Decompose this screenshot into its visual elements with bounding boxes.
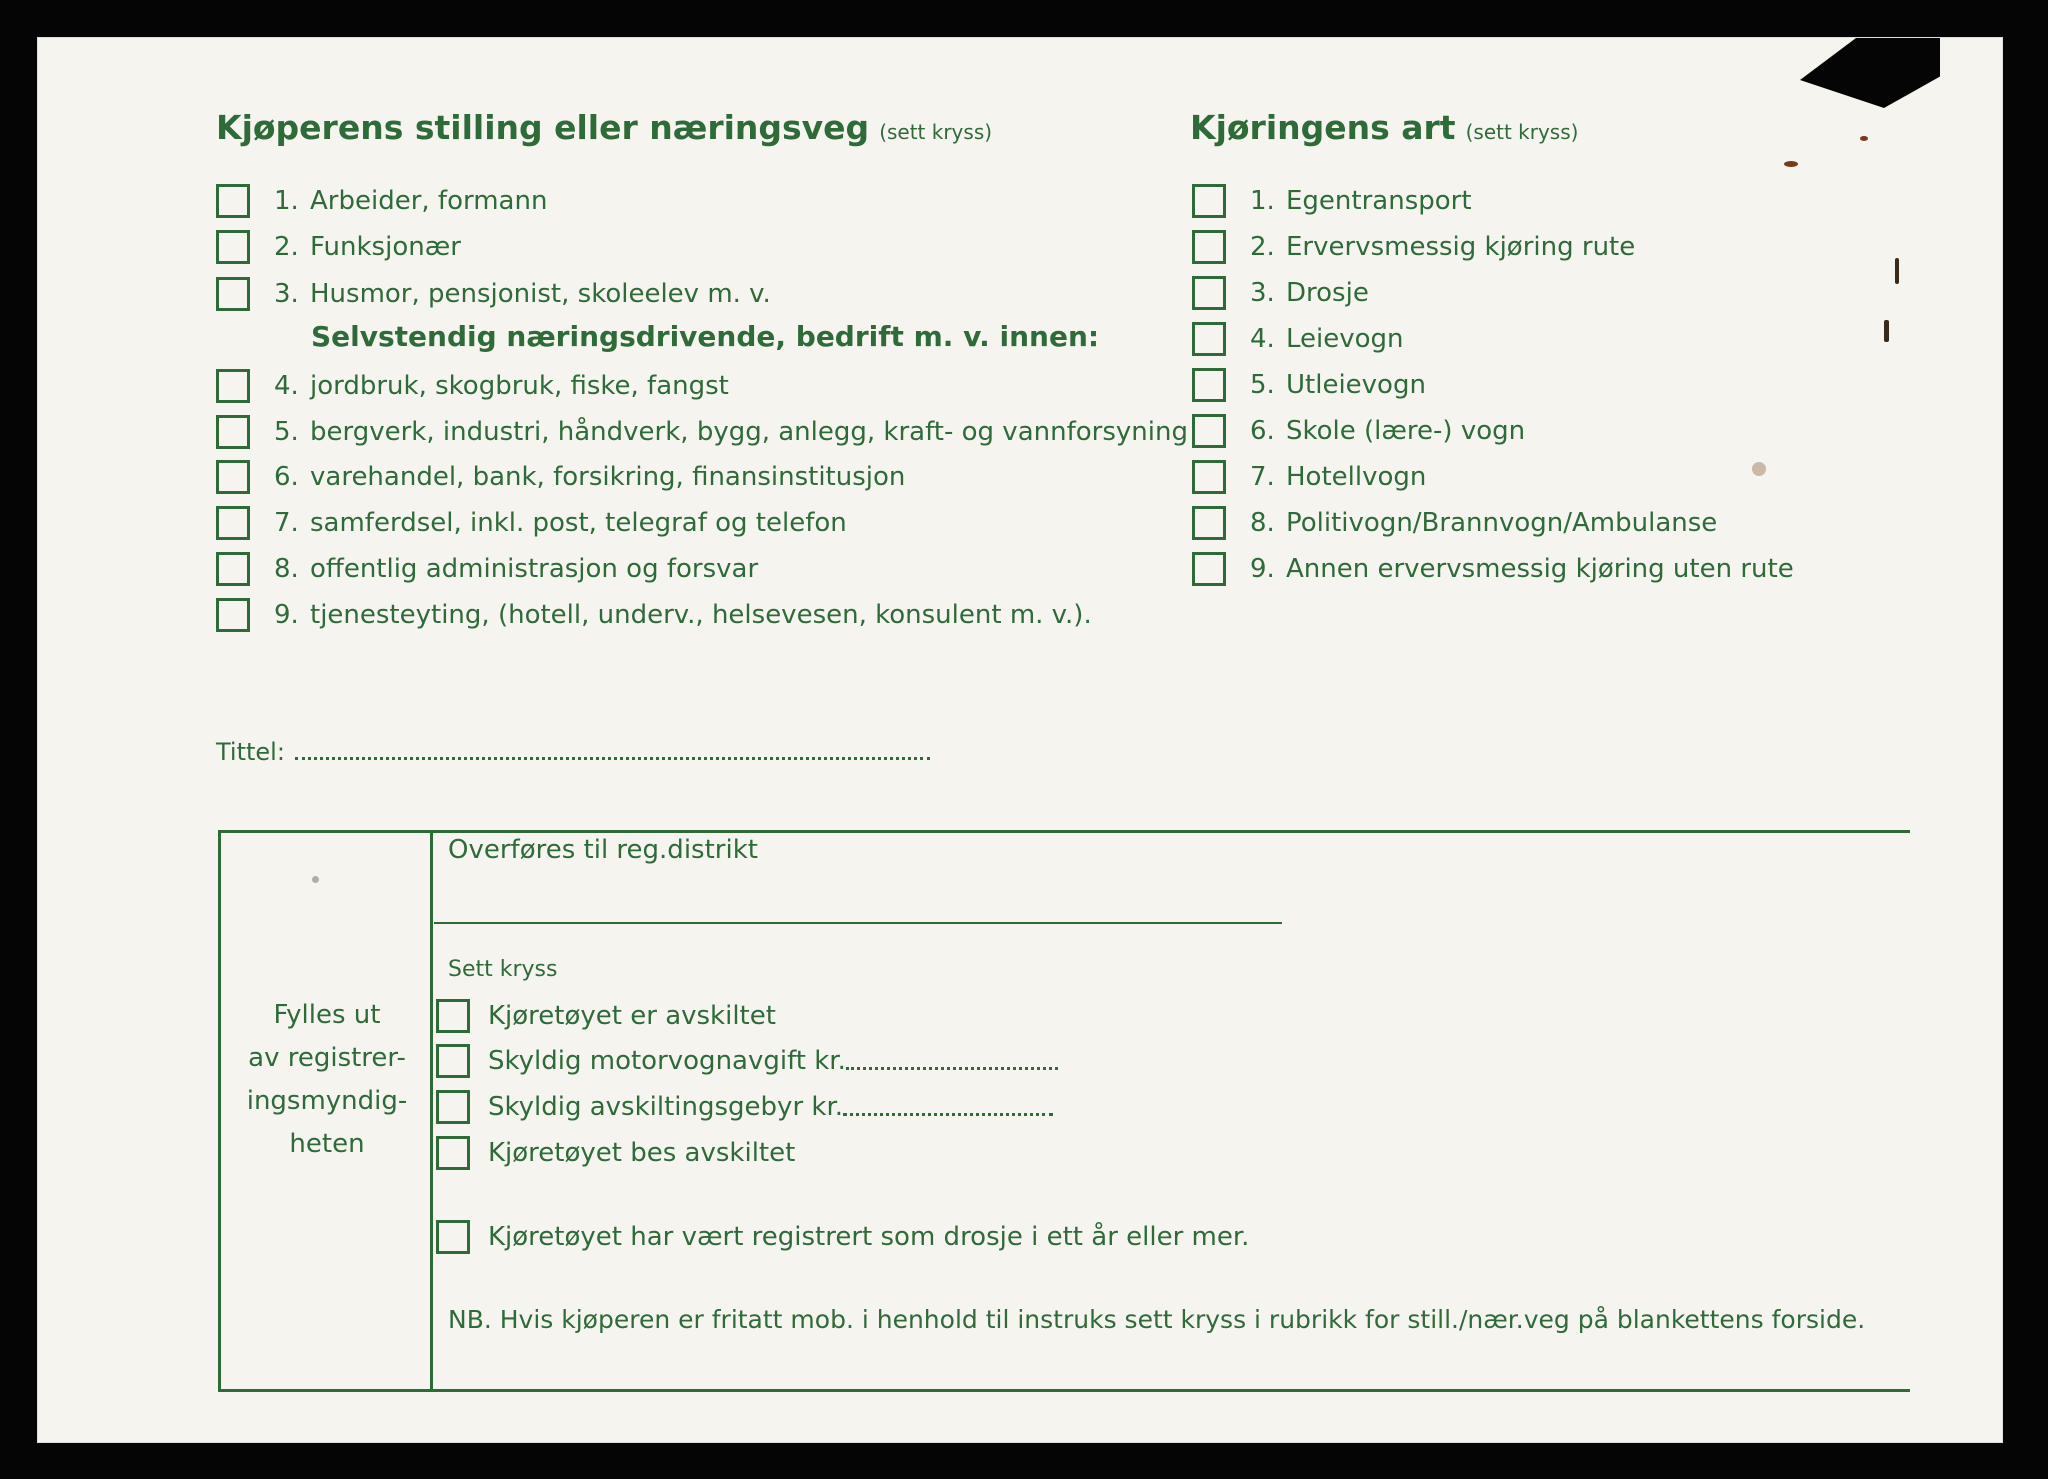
checkbox[interactable] [436, 1044, 470, 1078]
checkbox[interactable] [216, 552, 250, 586]
checkbox[interactable] [216, 415, 250, 449]
stain-mark [1860, 136, 1868, 141]
title-dotted-line [295, 739, 930, 760]
checkbox[interactable] [1192, 230, 1226, 264]
list-item: 8. offentlig administrasjon og forsvar [216, 549, 758, 589]
box-left-line [218, 830, 221, 1392]
stain-mark [1884, 320, 1889, 342]
list-item: 5. Utleievogn [1192, 365, 1426, 405]
transfer-underline [434, 922, 1282, 924]
box-bottom-line [218, 1389, 1910, 1392]
checkbox[interactable] [1192, 276, 1226, 310]
sett-kryss-label: Sett kryss [448, 957, 558, 982]
nb-note: NB. Hvis kjøperen er fritatt mob. i henhold til instruks sett kryss i rubrikk for still./nær.veg på blankettens forside. [448, 1305, 1866, 1334]
list-item: 3. Husmor, pensjonist, skoleelev m. v. [216, 274, 771, 314]
stain-mark [1895, 258, 1899, 284]
transfer-label: Overføres til reg.distrikt [448, 835, 758, 865]
right-heading: Kjøringens art (sett kryss) [1190, 108, 1579, 147]
registry-check-item: Kjøretøyet har vært registrert som drosje i ett år eller mer. [436, 1217, 1249, 1257]
list-item: 8. Politivogn/Brannvogn/Ambulanse [1192, 503, 1717, 543]
list-item: 7. samferdsel, inkl. post, telegraf og telefon [216, 503, 847, 543]
checkbox[interactable] [1192, 322, 1226, 356]
registry-side-label: Fylles ut av registrer- ingsmyndig- heten [246, 1000, 408, 1159]
checkbox[interactable] [216, 460, 250, 494]
list-item: 9. tjenesteyting, (hotell, underv., helsevesen, konsulent m. v.). [216, 595, 1092, 635]
checkbox[interactable] [1192, 460, 1226, 494]
checkbox[interactable] [1192, 414, 1226, 448]
list-item: 6. varehandel, bank, forsikring, finansinstitusjon [216, 457, 905, 497]
list-item: 4. jordbruk, skogbruk, fiske, fangst [216, 366, 729, 406]
left-heading: Kjøperens stilling eller næringsveg (sett kryss) [216, 108, 993, 147]
registry-check-item: Kjøretøyet er avskiltet [436, 996, 776, 1036]
list-item: 1. Egentransport [1192, 181, 1472, 221]
list-item: 7. Hotellvogn [1192, 457, 1426, 497]
list-item: 6. Skole (lære-) vogn [1192, 411, 1525, 451]
checkbox[interactable] [216, 369, 250, 403]
checkbox[interactable] [436, 999, 470, 1033]
checkbox[interactable] [1192, 552, 1226, 586]
list-item: 3. Drosje [1192, 273, 1369, 313]
list-item: 4. Leievogn [1192, 319, 1404, 359]
list-item: 2. Funksjonær [216, 227, 461, 267]
registry-check-item: Skyldig motorvognavgift kr. [436, 1041, 1058, 1081]
registry-check-item: Skyldig avskiltingsgebyr kr. [436, 1087, 1053, 1127]
list-item: 5. bergverk, industri, håndverk, bygg, anlegg, kraft- og vannforsyning [216, 412, 1188, 452]
stain-mark [1784, 161, 1798, 167]
checkbox[interactable] [436, 1136, 470, 1170]
checkbox[interactable] [1192, 368, 1226, 402]
list-item: 1. Arbeider, formann [216, 181, 547, 221]
amount-dotted-line [843, 1099, 1053, 1116]
checkbox[interactable] [216, 184, 250, 218]
list-item: 2. Ervervsmessig kjøring rute [1192, 227, 1635, 267]
title-field[interactable]: Tittel: [216, 738, 930, 766]
checkbox[interactable] [216, 277, 250, 311]
stain-mark [1752, 462, 1766, 476]
stain-mark [312, 876, 319, 883]
checkbox[interactable] [436, 1220, 470, 1254]
checkbox[interactable] [436, 1090, 470, 1124]
checkbox[interactable] [216, 230, 250, 264]
subheading: Selvstendig næringsdrivende, bedrift m. v. innen: [311, 320, 1100, 353]
box-top-line [218, 830, 1910, 833]
checkbox[interactable] [1192, 506, 1226, 540]
checkbox[interactable] [216, 506, 250, 540]
amount-dotted-line [846, 1053, 1058, 1070]
registry-check-item: Kjøretøyet bes avskiltet [436, 1133, 795, 1173]
checkbox[interactable] [1192, 184, 1226, 218]
list-item: 9. Annen ervervsmessig kjøring uten rute [1192, 549, 1794, 589]
checkbox[interactable] [216, 598, 250, 632]
